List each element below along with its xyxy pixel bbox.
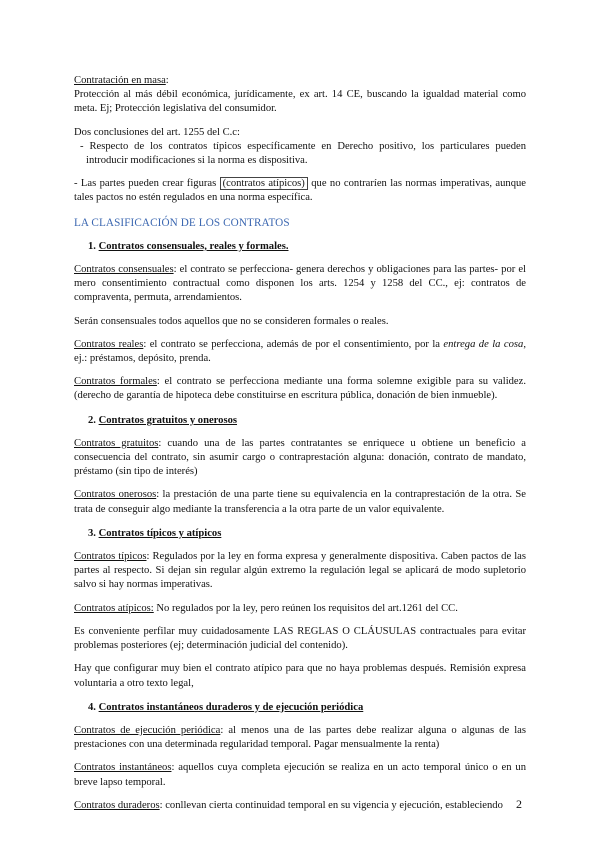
masa-paragraph: Contratación en masa: Protección al más débil económica, jurídicamente, ex art. 14 CE, buscando la igualdad material como meta. Ej; Protección legislativa del consumidor. [74, 75, 526, 115]
reales-italic: entrega de la cosa [443, 338, 524, 350]
section-2-title-text: Contratos gratuitos y onerosos [98, 414, 238, 426]
section-3-number: 3. [88, 527, 96, 539]
consensuales-text: : el contrato se perfecciona- genera derechos y obligaciones para las partes- por el mero consentimiento contractual como disponen los arts. 1254 y 1258 del CC., ej: contratos de compraventa, permuta, arrendamientos. [74, 264, 527, 304]
section-2-title [88, 414, 526, 428]
contratos-atipicos-box: (contratos atípicos) [220, 177, 308, 190]
bullet2-text-a: - Las partes pueden crear figuras [74, 178, 217, 190]
conclusion-bullet-1: - Respecto de los contratos típicos específicamente en Derecho positivo, los particulares pueden introducir modificaciones si la norma es dispositiva. [80, 140, 526, 167]
tipicos-text: : Regulados por la ley en forma expresa y generalmente dispositiva. Caben pactos de las partes al respecto. Si dejan sin regular algún extremo la regulación legal se aplicará de modo supletorio salvo si hay normas imperativas. [74, 551, 527, 591]
section-4-title-text: Contratos instantáneos duraderos y de ejecución periódica [98, 701, 364, 713]
reales-label: Contratos reales [74, 338, 144, 350]
instantaneos-label: Contratos instantáneos [74, 762, 172, 774]
consensuales-label: Contratos consensuales [74, 264, 174, 276]
duraderos-paragraph [74, 799, 526, 813]
periodica-text: : al menos una de las partes debe realizar alguna o algunas de las prestaciones con una determinada regularidad temporal. Pagar mensualmente la renta) [74, 724, 526, 751]
onerosos-paragraph [74, 488, 526, 516]
section-3-title [88, 527, 526, 541]
gratuitos-paragraph [74, 437, 526, 480]
tipicos-label: Contratos típicos [74, 551, 147, 563]
reales-text-a: : el contrato se perfecciona, además de por el consentimiento, por la [143, 338, 440, 350]
formales-paragraph [74, 375, 526, 403]
reglas-paragraph: Es conveniente perfilar muy cuidadosamente LAS REGLAS O CLÁUSULAS contractuales para evitar problemas posteriores (ej; determinación judicial del contenido). [74, 625, 526, 652]
onerosos-label: Contratos onerosos [74, 489, 157, 501]
section-3-title-text: Contratos típicos y atípicos [98, 527, 222, 539]
masa-label: Contratación en masa [74, 75, 166, 86]
instantaneos-paragraph [74, 761, 526, 789]
masa-text: Protección al más débil económica, jurídicamente, ex art. 14 CE, buscando la igualdad material como meta. Ej; Protección legislativa del consumidor. [74, 89, 526, 115]
reales-text-b: , ej.: préstamos, depósito, prenda. [74, 338, 526, 365]
configurar-paragraph: Hay que configurar muy bien el contrato atípico para que no haya problemas después. Remisión expresa voluntaria a otro texto legal, [74, 663, 526, 689]
conclusion-bullet-2 [74, 177, 526, 205]
page-body [74, 74, 526, 813]
onerosos-text: : la prestación de una parte tiene su equivalencia en la contraprestación de la otra. Se trata de conseguir algo mediante la transferencia a la otra parte de un valor equivalente. [74, 489, 526, 515]
atipicos-text: No regulados por la ley, pero reúnen los requisitos del art.1261 del CC. [153, 602, 458, 614]
periodica-label: Contratos de ejecución periódica [74, 724, 221, 736]
duraderos-label: Contratos duraderos [74, 799, 160, 811]
consensuales-paragraph [74, 263, 526, 306]
tipicos-paragraph [74, 550, 526, 593]
bullet2-text-b: que no contraríen las normas imperativas, aunque tales pactos no estén regulados en una norma específica. [74, 178, 526, 204]
section-heading: LA CLASIFICACIÓN DE LOS CONTRATOS [74, 216, 290, 229]
consensuales-note: Serán consensuales todos aquellos que no se consideren formales o reales. [74, 315, 389, 327]
section-2-number: 2. [88, 414, 96, 426]
section-1-number: 1. [88, 240, 96, 252]
formales-label: Contratos formales [74, 376, 157, 388]
conclusiones-line: Dos conclusiones del art. 1255 del C.c: [74, 126, 240, 138]
instantaneos-text: : aquellos cuya completa ejecución se realiza en un acto temporal único o en un breve lapso temporal. [74, 762, 526, 788]
section-1-title [88, 240, 526, 254]
gratuitos-text: : cuando una de las partes contratantes se enriquece u obtiene un beneficio a consecuencia del contrato, sin asumir cargo o contraprestación alguna: donación, contrato de mandato, préstamo (sin tipo de interés) [74, 437, 526, 478]
formales-text: : el contrato se perfecciona mediante una forma solemne exigible para su validez. (derecho de garantía de hipoteca debe constituirse en escritura pública, donación de bien inmueble). [74, 376, 526, 402]
section-4-number: 4. [88, 701, 96, 713]
gratuitos-label: Contratos gratuitos [74, 437, 159, 449]
reales-paragraph [74, 338, 526, 366]
page-number: 2 [516, 797, 522, 811]
atipicos-paragraph [74, 602, 526, 616]
section-4-title [88, 701, 526, 715]
periodica-paragraph [74, 724, 526, 752]
section-1-title-text: Contratos consensuales, reales y formales. [98, 240, 289, 252]
atipicos-label: Contratos atípicos: [74, 602, 154, 614]
duraderos-text: : conllevan cierta continuidad temporal en su vigencia y ejecución, estableciendo [159, 799, 503, 811]
